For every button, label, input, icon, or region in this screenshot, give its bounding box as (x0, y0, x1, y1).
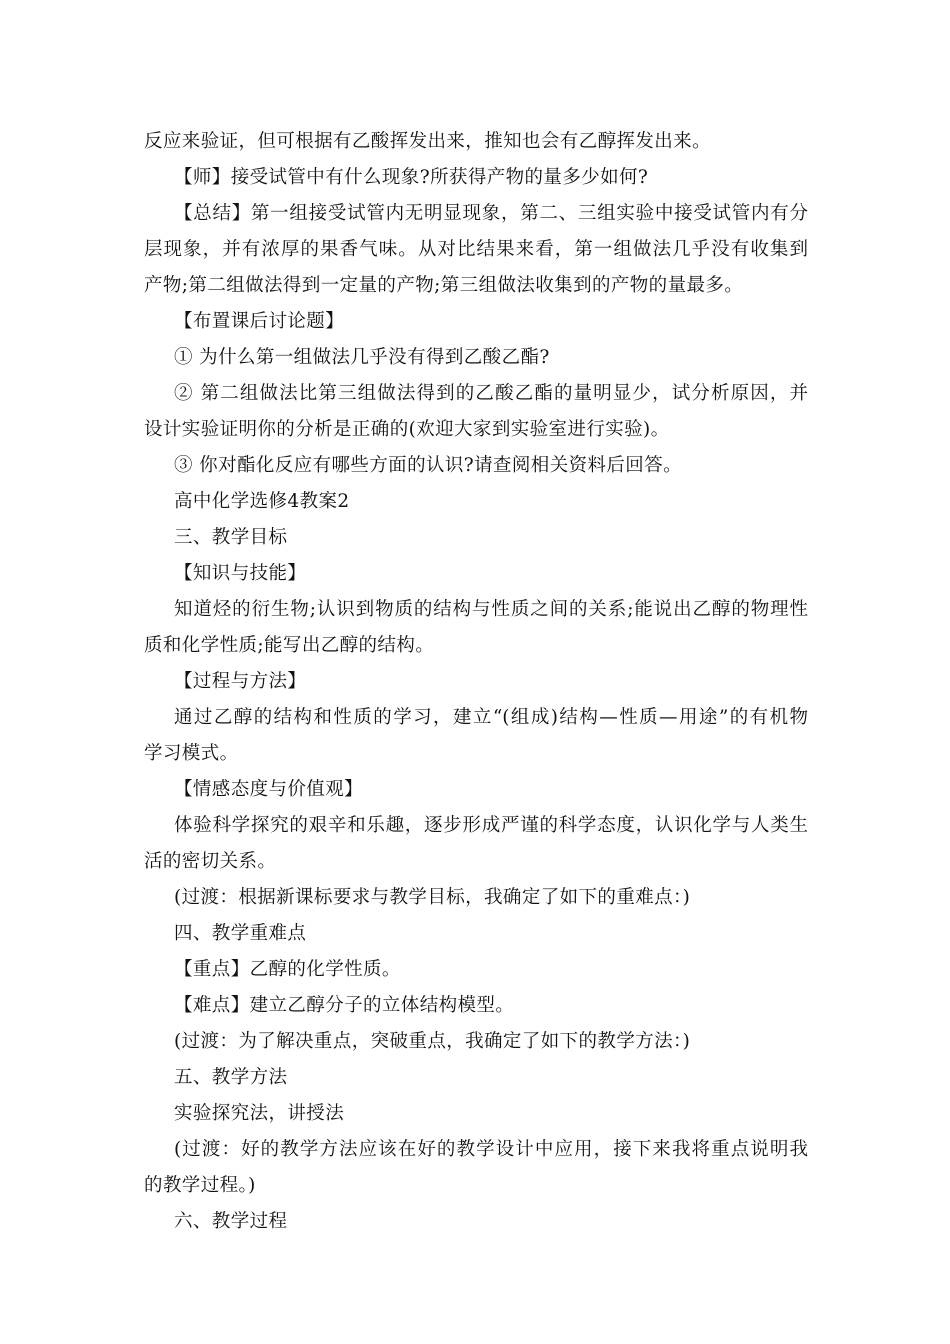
paragraph-line: 反应来验证，但可根据有乙酸挥发出来，推知也会有乙醇挥发出来。 (144, 131, 712, 152)
section-heading: 三、教学目标 (174, 527, 288, 548)
paragraph-line: 体验科学探究的艰辛和乐趣，逐步形成严谨的科学态度，认识化学与人类生 (174, 815, 808, 836)
transition-note: (过渡：为了解决重点，突破重点，我确定了如下的教学方法：) (174, 1031, 691, 1052)
paragraph-line: 通过乙醇的结构和性质的学习，建立“(组成)结构—性质—用途”的有机物 (174, 707, 808, 728)
paragraph-line: 【难点】建立乙醇分子的立体结构模型。 (174, 995, 515, 1016)
paragraph-line: 活的密切关系。 (144, 851, 277, 872)
paragraph-line: 学习模式。 (144, 743, 239, 764)
paragraph-line: 【重点】乙醇的化学性质。 (174, 959, 401, 980)
paragraph-line: 【总结】第一组接受试管内无明显现象，第二、三组实验中接受试管内有分 (174, 203, 808, 224)
transition-note: (过渡：根据新课标要求与教学目标，我确定了如下的重难点：) (174, 887, 691, 908)
paragraph-line: 层现象，并有浓厚的果香气味。从对比结果来看，第一组做法几乎没有收集到 (144, 239, 808, 260)
paragraph-line: 的教学过程。) (144, 1175, 256, 1196)
document-title: 高中化学选修4教案2 (174, 491, 350, 512)
section-heading: 六、教学过程 (174, 1211, 288, 1232)
section-heading: 五、教学方法 (174, 1067, 288, 1088)
list-item: ② 第二组做法比第三组做法得到的乙酸乙酯的量明显少，试分析原因，并 (174, 383, 808, 404)
paragraph-line: 产物;第二组做法得到一定量的产物;第三组做法收集到的产物的量最多。 (144, 275, 744, 296)
subsection-heading: 【情感态度与价值观】 (174, 779, 364, 800)
paragraph-line: 实验探究法，讲授法 (174, 1103, 345, 1124)
transition-note: (过渡：好的教学方法应该在好的教学设计中应用，接下来我将重点说明我 (174, 1139, 808, 1160)
subsection-heading: 【知识与技能】 (174, 563, 307, 584)
paragraph-line: 质和化学性质;能写出乙醇的结构。 (144, 635, 435, 656)
paragraph-line: 知道烃的衍生物;认识到物质的结构与性质之间的关系;能说出乙醇的物理性 (174, 599, 808, 620)
section-heading: 四、教学重难点 (174, 923, 307, 944)
document-body (144, 124, 808, 1240)
list-item: ① 为什么第一组做法几乎没有得到乙酸乙酯? (174, 347, 550, 368)
list-item: ③ 你对酯化反应有哪些方面的认识?请查阅相关资料后回答。 (174, 455, 683, 476)
paragraph-line: 设计实验证明你的分析是正确的(欢迎大家到实验室进行实验)。 (144, 419, 670, 440)
section-heading: 【布置课后讨论题】 (174, 311, 345, 332)
subsection-heading: 【过程与方法】 (174, 671, 307, 692)
paragraph-line: 【师】接受试管中有什么现象?所获得产物的量多少如何? (174, 167, 649, 188)
